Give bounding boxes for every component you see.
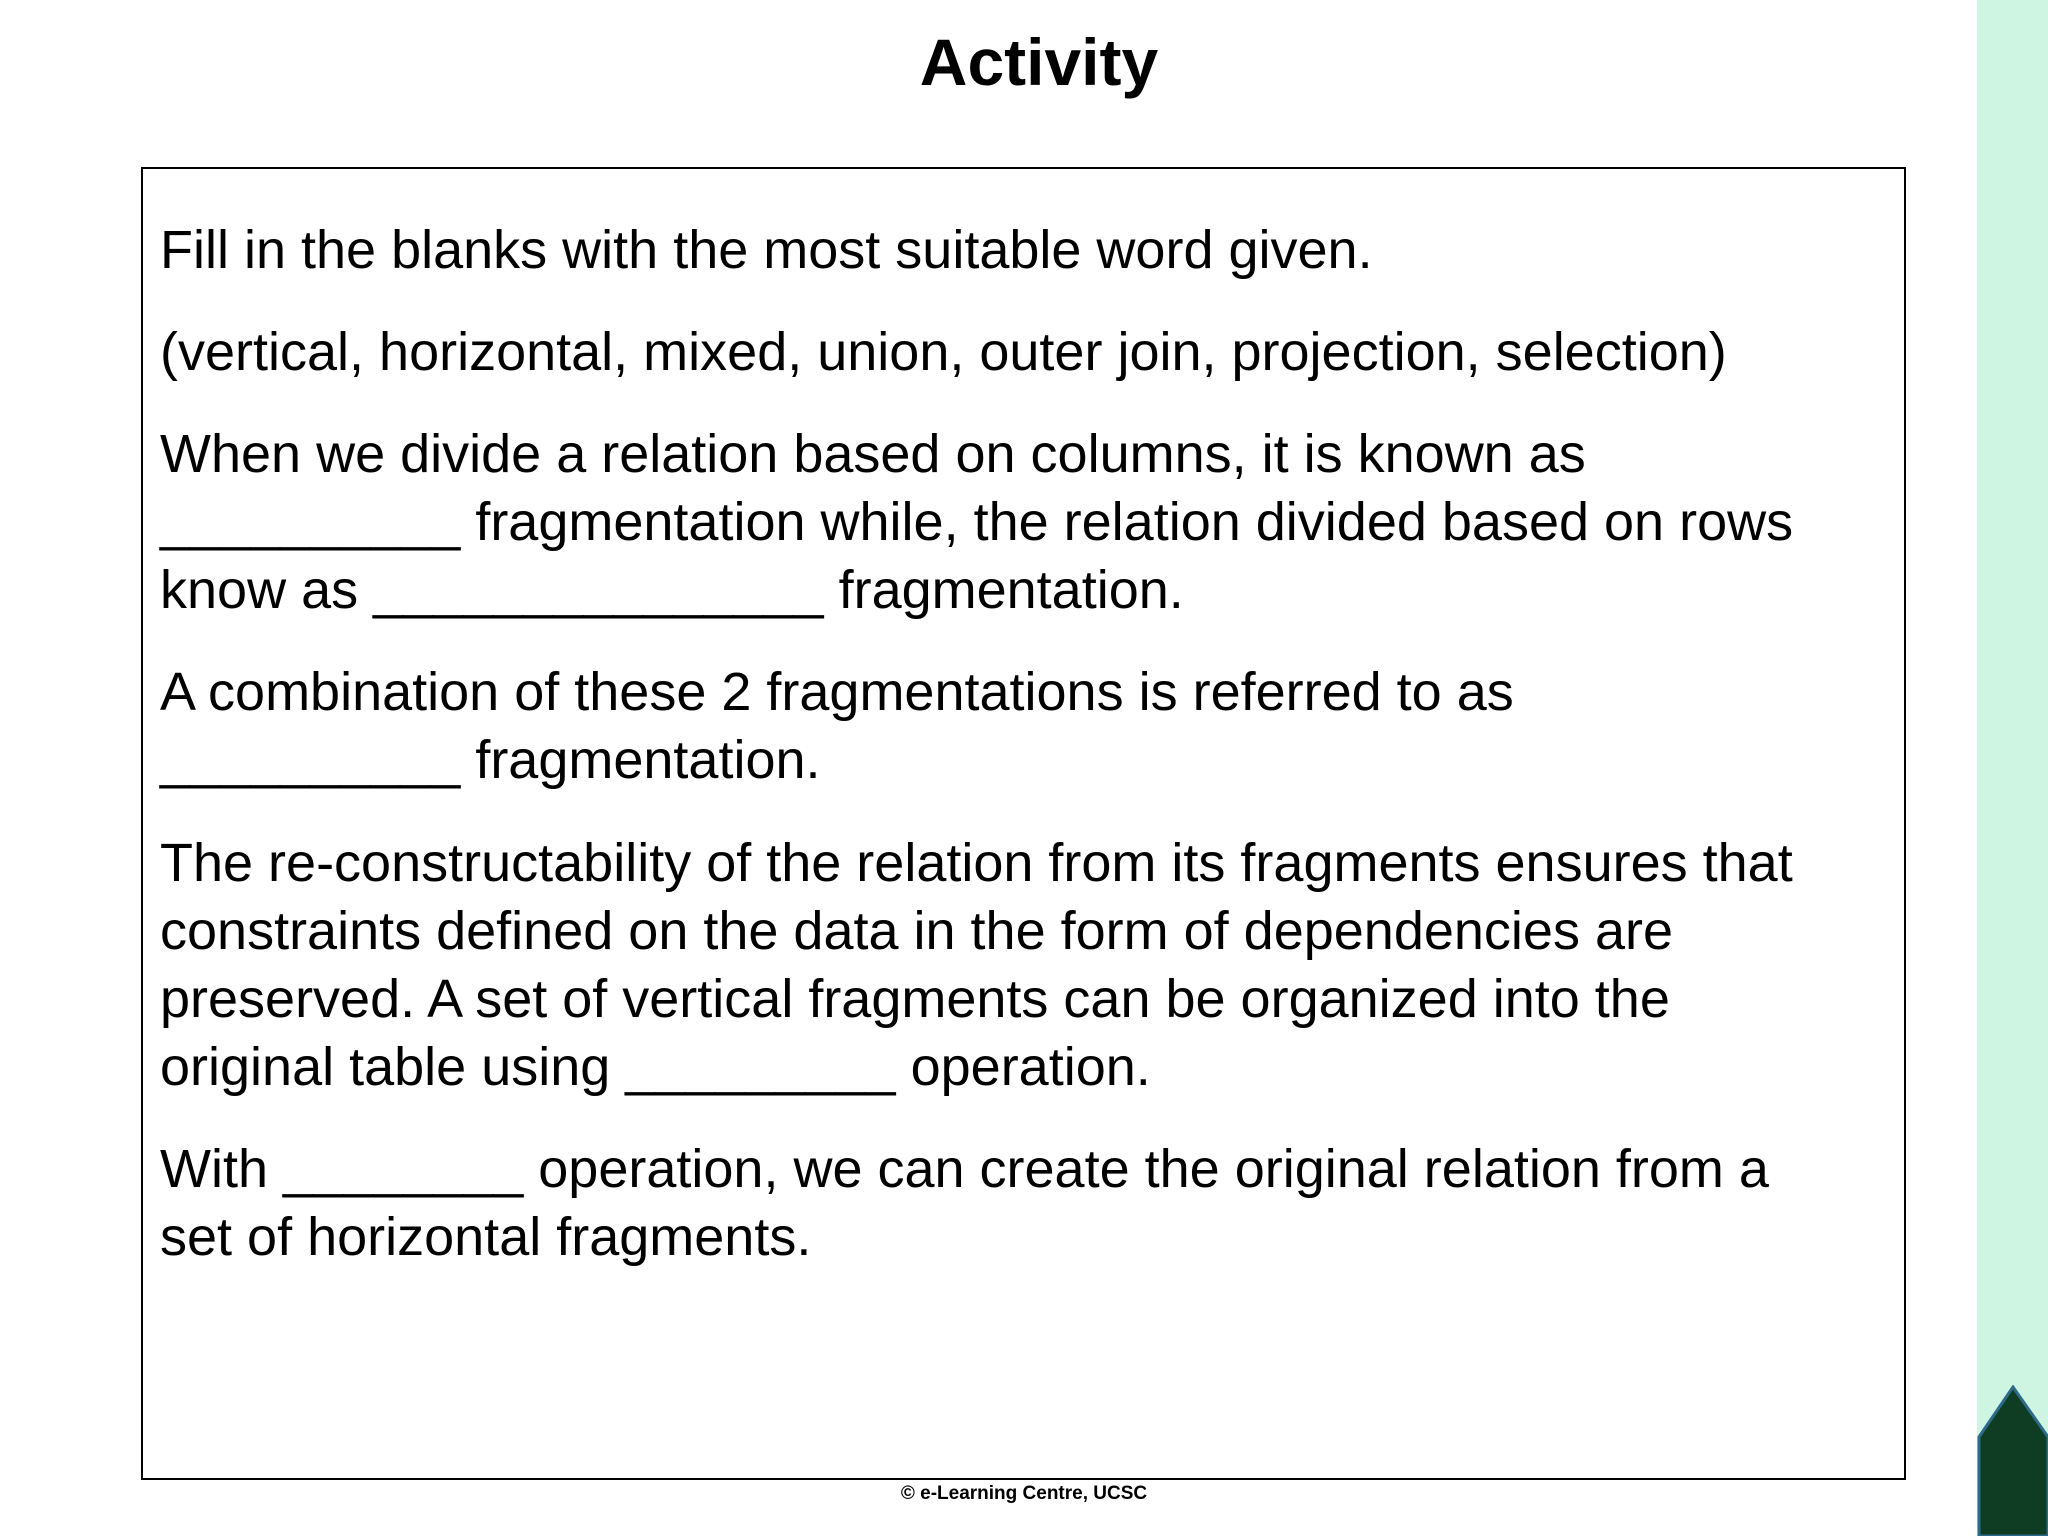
slide-title: Activity	[919, 25, 1159, 99]
question-4	[160, 1135, 1900, 1271]
word-list: (vertical, horizontal, mixed, union, outer join, projection, selection)	[160, 322, 1727, 382]
question-1-line: know as _______________ fragmentation.	[160, 560, 1184, 620]
question-2-line: A combination of these 2 fragmentations is referred to as	[160, 662, 1514, 722]
question-4-line: set of horizontal fragments.	[160, 1207, 812, 1267]
question-1	[160, 420, 1900, 624]
question-1-line: When we divide a relation based on columns, it is known as	[160, 424, 1586, 484]
question-3	[160, 829, 1900, 1101]
question-3-line: constraints defined on the data in the form of dependencies are	[160, 901, 1674, 961]
question-3-line: preserved. A set of vertical fragments can be organized into the	[160, 969, 1670, 1029]
side-decoration-band	[1977, 0, 2048, 1536]
instruction-text: Fill in the blanks with the most suitable word given.	[160, 220, 1373, 280]
question-2	[160, 658, 1900, 794]
question-2-line: __________ fragmentation.	[160, 730, 821, 790]
question-1-line: __________ fragmentation while, the relation divided based on rows	[160, 492, 1794, 552]
question-4-line: With ________ operation, we can create the original relation from a	[160, 1139, 1769, 1199]
next-slide-arrow-icon[interactable]	[1977, 1385, 2048, 1536]
question-3-line: original table using _________ operation.	[160, 1037, 1151, 1097]
question-3-line: The re-constructability of the relation from its fragments ensures that	[160, 833, 1793, 893]
copyright-footer: © e-Learning Centre, UCSC	[900, 1483, 1148, 1504]
